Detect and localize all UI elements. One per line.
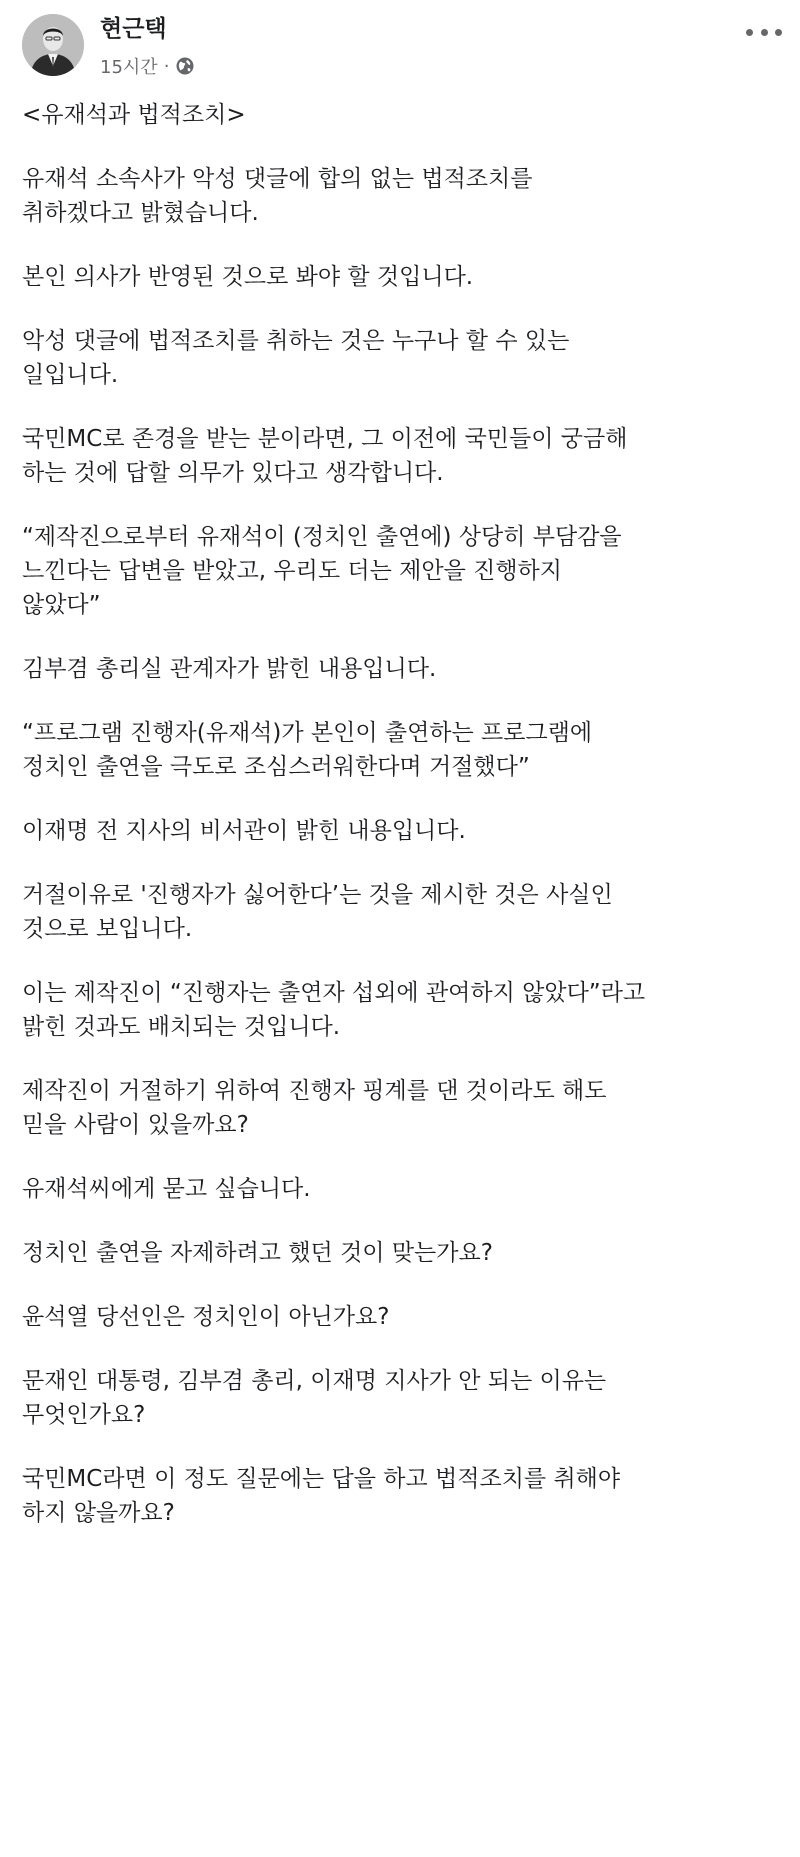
post-paragraph: 국민MC로 존경을 받는 분이라면, 그 이전에 국민들이 궁금해 하는 것에 답할 의무가 있다고 생각합니다. <box>22 426 628 486</box>
post-quote: “프로그램 진행자(유재석)가 본인이 출연하는 프로그램에 정치인 출연을 극도로 조심스러워한다며 거절했다” <box>22 720 593 780</box>
more-options-button[interactable] <box>746 20 782 44</box>
post-meta <box>100 52 195 80</box>
post-paragraph: 윤석열 당선인은 정치인이 아닌가요? <box>22 1304 390 1330</box>
post-paragraph: 김부겸 총리실 관계자가 밝힌 내용입니다. <box>22 656 437 682</box>
more-dot <box>761 29 768 36</box>
more-dot <box>746 29 753 36</box>
post-paragraph: 이재명 전 지사의 비서관이 밝힌 내용입니다. <box>22 818 466 844</box>
post-paragraph: 이는 제작진이 “진행자는 출연자 섭외에 관여하지 않았다”라고 밝힌 것과도 배치되는 것입니다. <box>22 980 646 1040</box>
post-paragraph: 제작진이 거절하기 위하여 진행자 핑계를 댄 것이라도 해도 믿을 사람이 있을까요? <box>22 1078 607 1138</box>
meta-separator: · <box>163 55 170 77</box>
post-timestamp[interactable]: 15시간 <box>100 57 158 78</box>
post-quote: “제작진으로부터 유재석이 (정치인 출연에) 상당히 부담감을 느낀다는 답변을 받았고, 우리도 더는 제안을 진행하지 않았다” <box>22 524 622 618</box>
post-paragraph: 악성 댓글에 법적조치를 취하는 것은 누구나 할 수 있는 일입니다. <box>22 328 570 388</box>
post-header <box>0 0 800 92</box>
post-paragraph: 문재인 대통령, 김부겸 총리, 이재명 지사가 안 되는 이유는 무엇인가요? <box>22 1368 607 1428</box>
post-title: <유재석과 법적조치> <box>22 102 246 128</box>
more-dot <box>775 29 782 36</box>
post-paragraph: 정치인 출연을 자제하려고 했던 것이 맞는가요? <box>22 1240 493 1266</box>
post-body <box>22 98 782 1560</box>
post-paragraph: 국민MC라면 이 정도 질문에는 답을 하고 법적조치를 취해야 하지 않을까요? <box>22 1466 621 1526</box>
avatar-image <box>22 14 84 76</box>
post-paragraph: 거절이유로 '진행자가 싫어한다’는 것을 제시한 것은 사실인 것으로 보입니다. <box>22 882 613 942</box>
author-name[interactable]: 현근택 <box>100 16 167 42</box>
globe-icon[interactable] <box>175 56 195 76</box>
post-paragraph: 유재석 소속사가 악성 댓글에 합의 없는 법적조치를 취하겠다고 밝혔습니다. <box>22 166 533 226</box>
post-paragraph: 본인 의사가 반영된 것으로 봐야 할 것입니다. <box>22 264 474 290</box>
author-avatar[interactable] <box>22 14 84 76</box>
post-paragraph: 유재석씨에게 묻고 싶습니다. <box>22 1176 311 1202</box>
